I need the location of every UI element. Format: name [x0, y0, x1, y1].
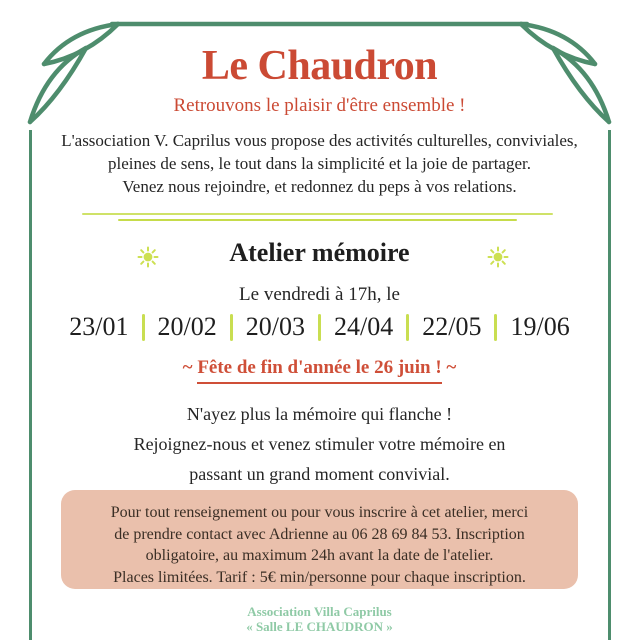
date: 24/04: [334, 312, 394, 341]
date: 22/05: [422, 312, 482, 341]
party-note-suffix: ~: [441, 357, 457, 378]
date: 20/02: [157, 312, 217, 341]
page-title: Le Chaudron: [201, 43, 438, 89]
footer: [0, 604, 639, 634]
schedule-intro: Le vendredi à 17h, le: [239, 284, 400, 305]
date-separator: [406, 314, 409, 341]
intro-line-1: L'association V. Caprilus vous propose des activités culturelles, conviviales,: [61, 131, 578, 150]
pitch-line-3: passant un grand moment convivial.: [189, 464, 450, 484]
date-separator: [494, 314, 497, 341]
footer-association-name: Association Villa Caprilus: [247, 604, 392, 619]
date: 20/03: [245, 312, 305, 341]
dates-row: [40, 312, 599, 342]
date-separator: [230, 314, 233, 341]
right-border-line: [608, 130, 611, 640]
info-line-4: Places limitées. Tarif : 5€ min/personne pour chaque inscription.: [113, 568, 526, 586]
sun-icon: [487, 246, 509, 268]
date-separator: [142, 314, 145, 341]
intro-line-2: pleines de sens, le tout dans la simplicité et la joie de partager.: [108, 154, 531, 173]
date: 19/06: [510, 312, 570, 341]
page-subtitle: Retrouvons le plaisir d'être ensemble !: [173, 95, 466, 116]
year-end-party-note: [0, 357, 639, 379]
footer-room-name: « Salle LE CHAUDRON »: [246, 619, 393, 634]
info-line-3: obligatoire, au maximum 24h avant la date de l'atelier.: [145, 547, 494, 564]
left-border-line: [29, 130, 32, 640]
workshop-heading: Atelier mémoire: [229, 238, 410, 267]
info-line-1: Pour tout renseignement ou pour vous inscrire à cet atelier, merci: [110, 504, 529, 521]
pitch-line-1: N'ayez plus la mémoire qui flanche !: [186, 404, 453, 424]
lime-divider-top: [82, 213, 553, 215]
info-line-2: de prendre contact avec Adrienne au 06 28 69 84 53. Inscription: [114, 525, 525, 543]
pitch-line-2: Rejoignez-nous et venez stimuler votre mémoire en: [133, 434, 506, 454]
party-note-prefix: ~: [182, 357, 198, 378]
party-note-text: Fête de fin d'année le 26 juin !: [197, 357, 441, 384]
lime-divider-bottom: [118, 219, 517, 221]
date: 23/01: [69, 312, 129, 341]
registration-info-box: [61, 490, 578, 589]
date-separator: [318, 314, 321, 341]
pitch-paragraph: [40, 399, 599, 489]
intro-invite-line: Venez nous rejoindre, et redonnez du peps à vos relations.: [122, 177, 517, 196]
intro-paragraph: [40, 129, 599, 175]
